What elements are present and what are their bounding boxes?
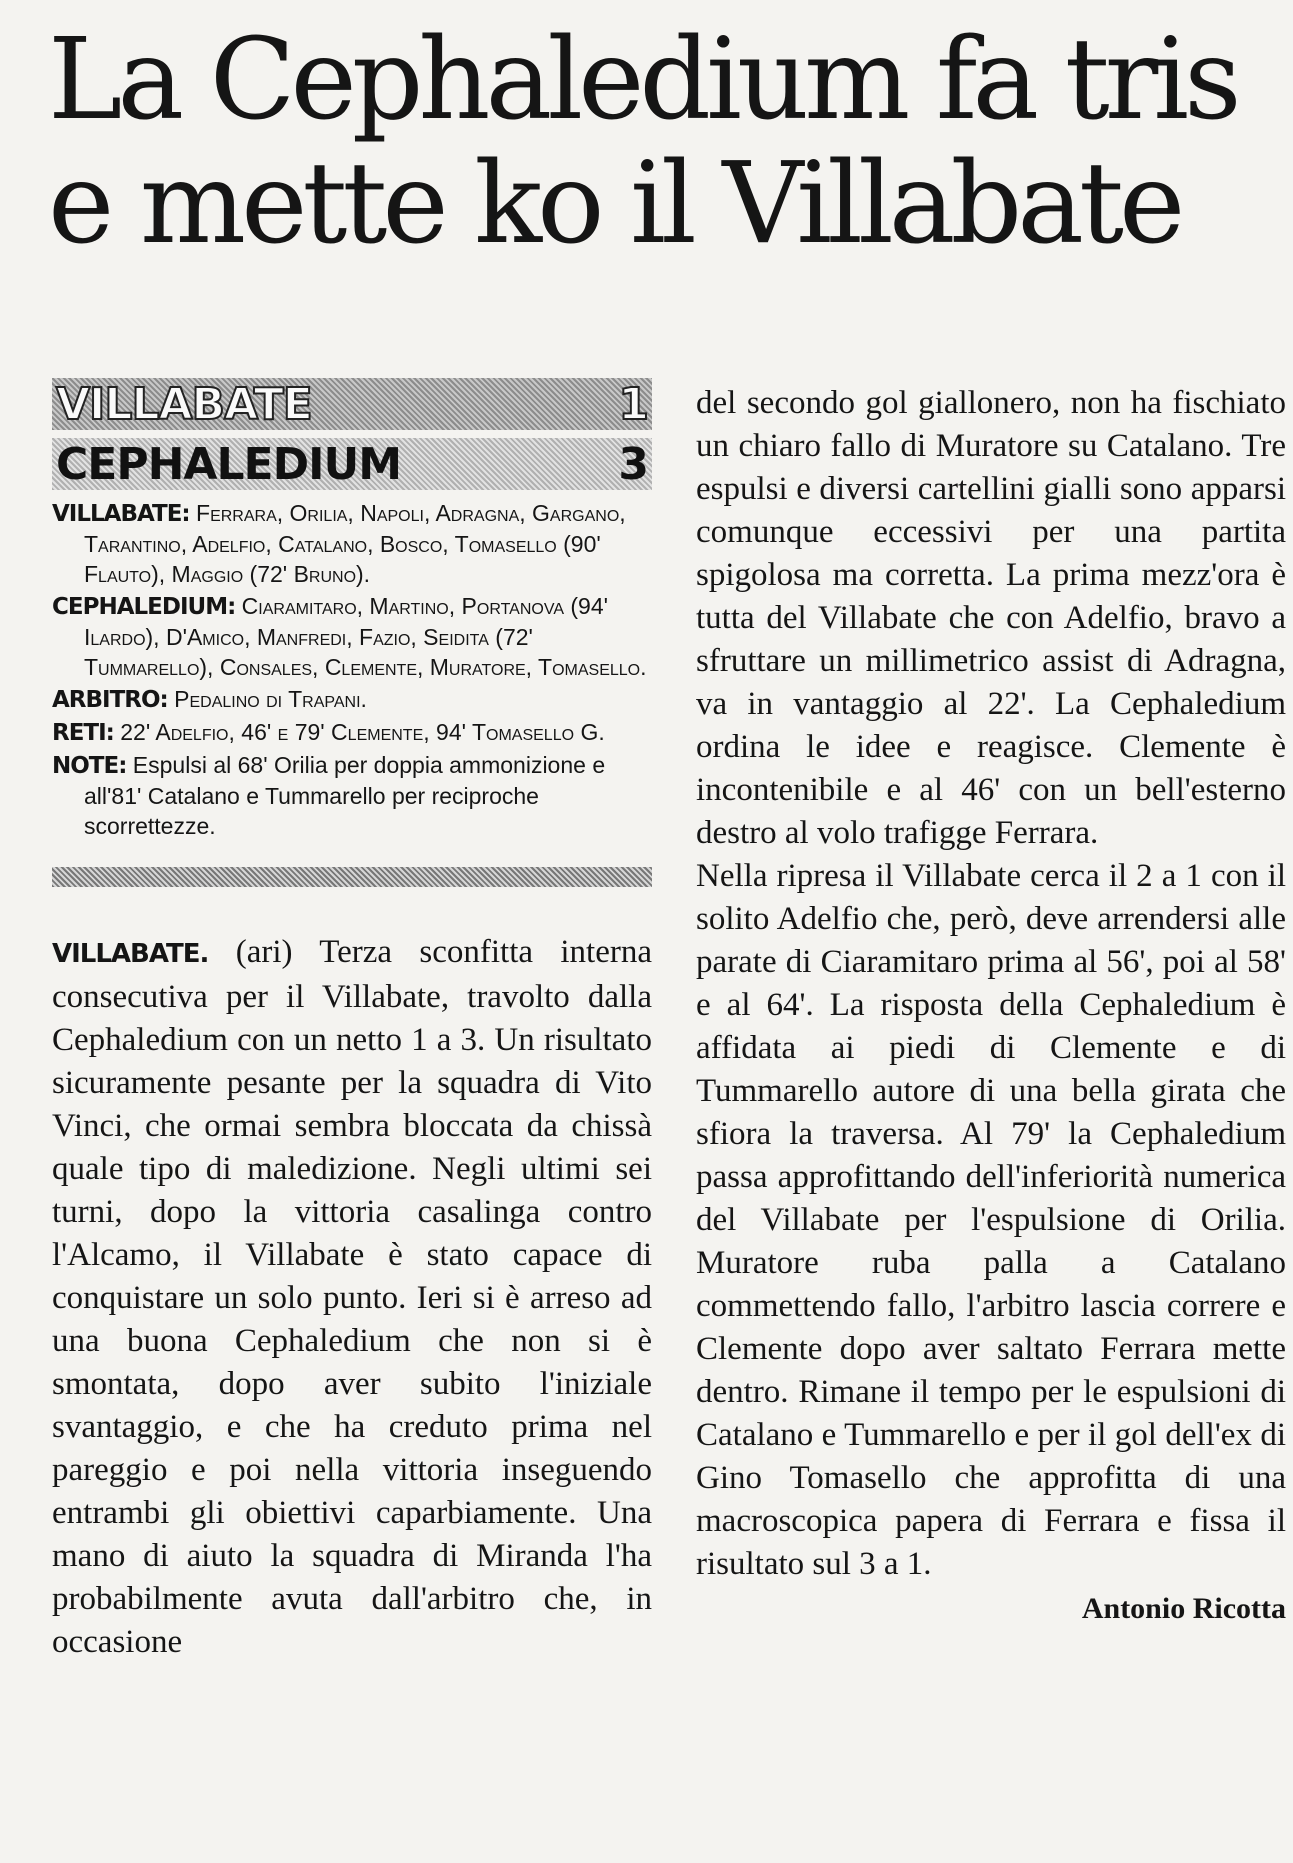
villabate-lineup-entry (52, 498, 652, 589)
home-team-name: VILLABATE (56, 378, 312, 430)
away-team-score: 3 (618, 438, 648, 490)
right-column (696, 382, 1286, 1626)
headline (48, 15, 1263, 269)
cephaledium-lineup-entry (52, 591, 652, 682)
section-divider (52, 867, 652, 887)
referee-entry (52, 684, 652, 715)
headline-line-2: e mette ko il Villabate (48, 139, 1181, 269)
cephaledium-lineup-label: CEPHALEDIUM: (52, 594, 236, 620)
goals-label: RETI: (52, 720, 114, 746)
match-sheet (52, 498, 652, 841)
referee-label: ARBITRO: (52, 687, 168, 713)
article-right-paragraph-2: Nella ripresa il Villabate cerca il 2 a 1 con il solito Adelfio che, però, deve arrendersi alle parate di Ciaramitaro prima al 56', poi al 58' e al 64'. La risposta della Cephaledium è affidata ai piedi di Clemente e di Tummarello autore di una bella girata che sfiora la traversa. Al 79' la Cephaledium passa approfittando dell'inferiorità numerica del Villabate per l'espulsione di Orilia. Muratore ruba palla a Catalano commettendo fallo, l'arbitro lascia correre e Clemente dopo aver saltato Ferrara mette dentro. Rimane il tempo per le espulsioni di Catalano e Tummarello e per il gol dell'ex di Gino Tomasello che approfitta di una macroscopica papera di Ferrara e fissa il risultato sul 3 a 1. (696, 858, 1286, 1582)
left-column (52, 378, 652, 1664)
article-dateline: VILLABATE. (52, 939, 209, 969)
goals-list: 22' Adelfio, 46' e 79' Clemente, 94' Tomasello G. (120, 719, 605, 745)
notes-label: NOTE: (52, 753, 127, 779)
notes-entry (52, 750, 652, 841)
home-team-score: 1 (618, 378, 648, 430)
cephaledium-lineup: Ciaramitaro, Martino, Portanova (94' Ilardo), D'Amico, Manfredi, Fazio, Seidita (72' Tummarello), Consales, Clemente, Muratore, Tomasello. (84, 593, 647, 680)
article-right-paragraph-1: del secondo gol giallonero, non ha fischiato un chiaro fallo di Muratore su Catalano. Tre espulsi e diversi cartellini gialli sono apparsi comunque eccessivi per una partita spigolosa ma corretta. La prima mezz'ora è tutta del Villabate che con Adelfio, bravo a sfruttare un millimetrico assist di Adragna, va in vantaggio al 22'. La Cephaledium ordina le idee e reagisce. Clemente è incontenibile e al 46' con un bell'esterno destro al volo trafigge Ferrara. (696, 385, 1286, 851)
villabate-lineup-label: VILLABATE: (52, 501, 190, 527)
article-author: Antonio Ricotta (1081, 1592, 1286, 1625)
referee-name: Pedalino di Trapani. (174, 686, 367, 712)
notes-text: Espulsi al 68' Orilia per doppia ammonizione e all'81' Catalano e Tummarello per reciproche scorrettezze. (84, 752, 606, 839)
headline-line-1: La Cephaledium fa tris (48, 15, 1237, 145)
scoreboard-away (52, 438, 652, 490)
goals-entry (52, 717, 652, 748)
away-team-name: CEPHALEDIUM (56, 438, 401, 490)
article-left-body: (ari) Terza sconfitta interna consecutiva per il Villabate, travolto dalla Cephaledium con un netto 1 a 3. Un risultato sicuramente pesante per la squadra di Vito Vinci, che ormai sembra bloccata da chissà quale tipo di maledizione. Negli ultimi sei turni, dopo la vittoria casalinga contro l'Alcamo, il Villabate è stato capace di conquistare un solo punto. Ieri si è arreso ad una buona Cephaledium che non si è smontata, dopo aver subito l'iniziale svantaggio, e che ha creduto prima nel pareggio e poi nella vittoria inseguendo entrambi gli obiettivi caparbiamente. Una mano di aiuto la squadra di Miranda l'ha probabilmente avuta dall'arbitro che, in occasione (52, 934, 652, 1660)
villabate-lineup: Ferrara, Orilia, Napoli, Adragna, Gargano, Tarantino, Adelfio, Catalano, Bosco, Tomasello (90' Flauto), Maggio (72' Bruno). (84, 500, 626, 587)
scoreboard-home (52, 378, 652, 430)
article-left-text (52, 931, 652, 1664)
